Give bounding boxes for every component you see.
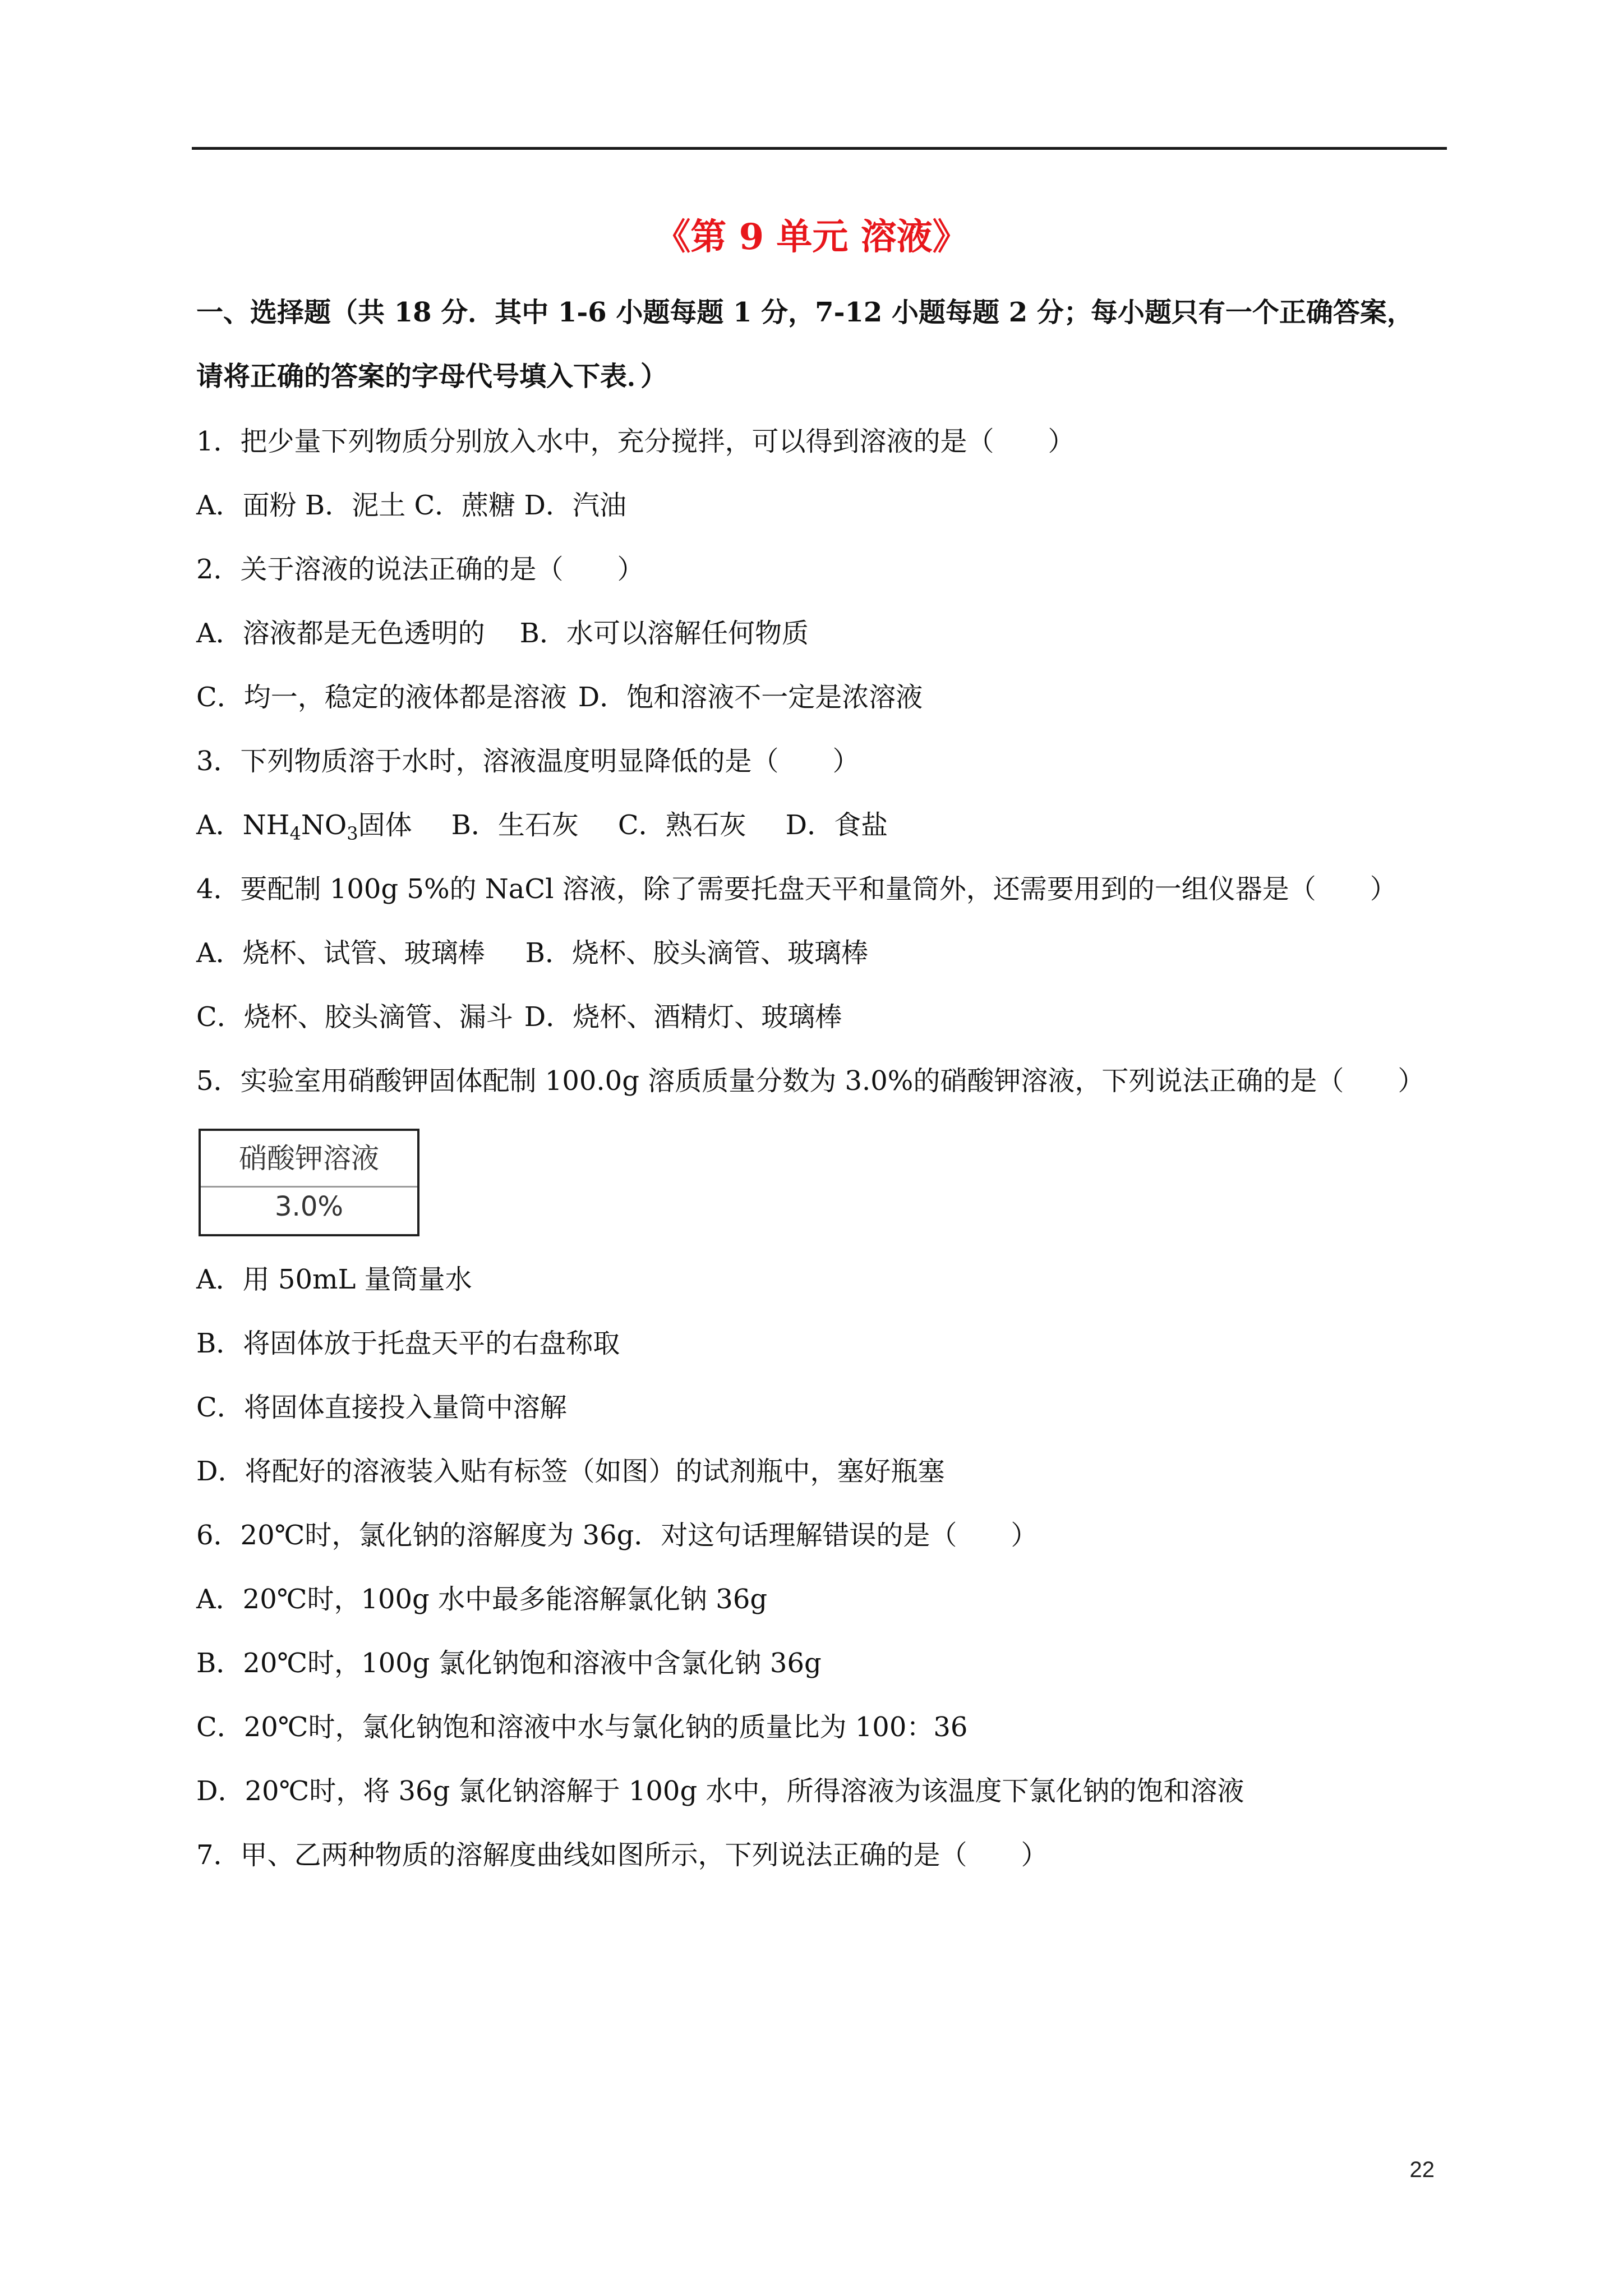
question-4-options-row-1 — [196, 933, 868, 973]
question-3-option-c: C．熟石灰 — [617, 809, 746, 841]
question-2-stem: 2．关于溶液的说法正确的是（ ） — [196, 554, 644, 585]
question-5-option-b: B．将固体放于托盘天平的右盘称取 — [196, 1328, 620, 1359]
question-5-option-c: C．将固体直接投入量筒中溶解 — [196, 1392, 567, 1423]
section-heading-line-1: 一、选择题（共 18 分．其中 1-6 小题每题 1 分，7-12 小题每题 2 分；每小题只有一个正确答案， — [196, 297, 1414, 328]
question-4-option-a: A．烧杯、试管、玻璃棒 — [196, 937, 485, 969]
question-6-option-c: C．20℃时，氯化钠饱和溶液中水与氯化钠的质量比为 100：36 — [196, 1711, 968, 1743]
question-5-stem: 5．实验室用硝酸钾固体配制 100.0g 溶质质量分数为 3.0%的硝酸钾溶液，下列说法正确的是（ ） — [196, 1065, 1425, 1097]
question-4-option-b: B．烧杯、胶头滴管、玻璃棒 — [525, 937, 868, 969]
question-4-option-d: D．烧杯、酒精灯、玻璃棒 — [524, 1001, 842, 1033]
page-number: 22 — [1409, 2157, 1435, 2182]
question-3-stem: 3．下列物质溶于水时，溶液温度明显降低的是（ ） — [196, 746, 860, 777]
question-3-option-b: B．生石灰 — [451, 809, 579, 841]
section-heading-line-2: 请将正确的答案的字母代号填入下表．） — [196, 361, 668, 392]
header-rule — [192, 147, 1447, 150]
question-2-options-row-1 — [196, 614, 809, 653]
question-2-option-d: D．饱和溶液不一定是浓溶液 — [578, 682, 923, 713]
question-6-option-d: D．20℃时，将 36g 氯化钠溶解于 100g 水中，所得溶液为该温度下氯化钠的饱和溶液 — [196, 1775, 1244, 1807]
question-3-option-a: A．$NH_4NO_3$固体 — [196, 809, 412, 844]
question-2-option-b: B．水可以溶解任何物质 — [519, 618, 809, 649]
question-4-stem: 4．要配制 100g 5%的 NaCl 溶液，除了需要托盘天平和量筒外，还需要用到的一组仪器是（ ） — [196, 873, 1397, 905]
reagent-label-concentration: 3.0% — [275, 1191, 343, 1222]
question-1-stem: 1．把少量下列物质分别放入水中，充分搅拌，可以得到溶液的是（ ） — [196, 426, 1075, 457]
question-6-stem: 6．20℃时，氯化钠的溶解度为 36g．对这句话理解错误的是（ ） — [196, 1520, 1038, 1551]
question-1-options: A．面粉 B．泥土 C．蔗糖 D．汽油 — [196, 490, 626, 521]
question-7-stem: 7．甲、乙两种物质的溶解度曲线如图所示，下列说法正确的是（ ） — [196, 1839, 1048, 1871]
question-5-option-d: D．将配好的溶液装入贴有标签（如图）的试剂瓶中，塞好瓶塞 — [196, 1456, 945, 1487]
question-6-option-a: A．20℃时，100g 水中最多能溶解氯化钠 36g — [196, 1584, 768, 1615]
reagent-label-top — [201, 1131, 417, 1188]
page-title: 《第 9 单元 溶液》 — [654, 216, 969, 258]
question-4-options-row-2 — [196, 997, 842, 1037]
question-3-options — [196, 806, 888, 853]
question-2-options-row-2 — [196, 678, 923, 717]
reagent-label-figure — [199, 1129, 419, 1236]
reagent-label-name: 硝酸钾溶液 — [239, 1142, 379, 1175]
question-6-option-b: B．20℃时，100g 氯化钠饱和溶液中含氯化钠 36g — [196, 1648, 822, 1679]
question-5-option-a: A．用 50mL 量筒量水 — [196, 1264, 472, 1295]
question-4-option-c: C．烧杯、胶头滴管、漏斗 — [196, 1001, 513, 1033]
question-2-option-c: C．均一，稳定的液体都是溶液 — [196, 682, 567, 713]
question-2-option-a: A．溶液都是无色透明的 — [196, 618, 485, 649]
question-3-option-d: D．食盐 — [785, 809, 888, 841]
